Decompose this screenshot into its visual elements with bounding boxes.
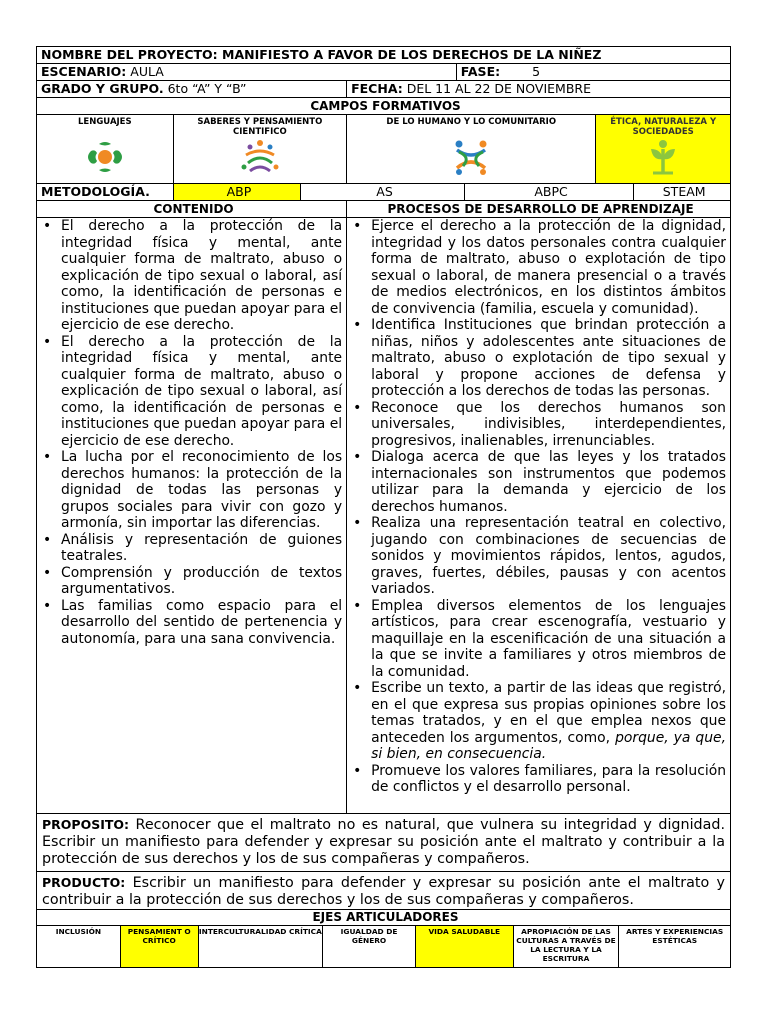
eje-interculturalidad: INTERCULTURALIDAD CRÍTICA — [199, 926, 324, 967]
contenido-item: • Comprensión y producción de textos argumentativos. — [41, 565, 342, 598]
procesos-column — [347, 218, 730, 813]
eje-vida-saludable: VIDA SALUDABLE — [416, 926, 514, 967]
proceso-item: • Reconoce que los derechos humanos son universales, indivisibles, interdependientes, progresivos, inalienables, irrenunciables. — [351, 400, 726, 450]
nexos-text: porque, ya que, si bien, en consecuencia. — [371, 729, 726, 762]
grado-row — [37, 81, 730, 98]
contenido-item: • El derecho a la protección de la integridad física y mental, ante cualquier forma de maltrato, abuso o explicación de tipo sexual o laboral, así como, la identificación de personas e instituciones que puedan apoyar para el ejercicio de ese derecho. — [41, 334, 342, 450]
lenguajes-icon — [37, 137, 173, 177]
eje-pensamiento-critico: PENSAMIENT O CRÍTICO — [121, 926, 199, 967]
contenido-item: • La lucha por el reconocimiento de los derechos humanos: la protección de la dignidad de todas las personas y grupos sociales para vivir con gozo y armonía, sin importar las diferencias. — [41, 449, 342, 532]
humano-icon — [347, 137, 595, 177]
proceso-item: • Dialoga acerca de que las leyes y los tratados internacionales son instrumentos que podemos utilizar para la demanda y ejercicio de los derechos humanos. — [351, 449, 726, 515]
proceso-item: • Ejerce el derecho a la protección de la dignidad, integridad y los datos personales contra cualquier forma de maltrato, abuso o explotación de tipo sexual o laboral, de manera presencial o a través de medios electrónicos, en los distintos ámbitos de convivencia (familia, escuela y comunidad). — [351, 218, 726, 317]
proceso-item: • Emplea diversos elementos de los lenguajes artísticos, para crear escenografía, vestuario y maquillaje en la escenificación de una situación a la que se invite a familiares y otros miembros de la comunidad. — [351, 598, 726, 681]
ejes-row — [37, 926, 730, 967]
campo-lenguajes-label: LENGUAJES — [77, 117, 132, 127]
fecha-value: DEL 11 AL 22 DE NOVIEMBRE — [406, 81, 591, 96]
proposito-text: Reconocer que el maltrato no es natural, que vulnera su integridad y dignidad. Escribir un manifiesto para defender y expresar su posición ante el maltrato y contribuir a la protección de sus derechos y los de sus compañeras y compañeros. — [42, 817, 726, 867]
eje-lectura-escritura: APROPIACIÓN DE LAS CULTURAS A TRAVÉS DE LA LECTURA Y LA ESCRITURA — [514, 926, 620, 967]
contenido-item: • Las familias como espacio para el desarrollo del sentido de pertenencia y autonomía, para una sana convivencia. — [41, 598, 342, 648]
proposito-label: PROPOSITO: — [42, 817, 130, 832]
escenario-cell — [37, 64, 457, 80]
proceso-item: • Identifica Instituciones que brindan protección a niñas, niños y adolescentes ante situaciones de maltrato, abuso o explotación de tipo sexual y laboral y propone acciones de defensa y protección a los derechos de todas las personas. — [351, 317, 726, 400]
eje-artes: ARTES Y EXPERIENCIAS ESTÉTICAS — [626, 927, 724, 945]
campo-etica-label: ÉTICA, NATURALEZA Y SOCIEDADES — [610, 117, 717, 137]
metodologia-abp: ABP — [174, 184, 302, 200]
proposito-row — [37, 814, 730, 872]
fase-value: 5 — [532, 64, 541, 79]
project-row — [37, 47, 730, 64]
main-content-row — [37, 218, 730, 814]
fase-cell — [457, 64, 730, 80]
metodologia-as: AS — [301, 184, 465, 200]
project-name: NOMBRE DEL PROYECTO: MANIFIESTO A FAVOR DE LOS DERECHOS DE LA NIÑEZ — [41, 47, 602, 62]
metodologia-steam: STEAM — [662, 184, 706, 199]
campos-row — [37, 115, 730, 184]
escenario-label: ESCENARIO: — [41, 64, 127, 79]
main-titles-row — [37, 201, 730, 218]
procesos-title: PROCESOS DE DESARROLLO DE APRENDIZAJE — [387, 202, 694, 216]
contenido-column — [37, 218, 347, 813]
producto-cell — [37, 872, 730, 909]
contenido-title: CONTENIDO — [37, 201, 347, 217]
campo-humano — [347, 115, 596, 183]
metodologia-label: METODOLOGÍA. — [37, 184, 174, 200]
proceso-item: • Realiza una representación teatral en colectivo, jugando con combinaciones de secuencias de sonidos y movimientos rápidos, lentos, agudos, graves, fuertes, débiles, pausas y con acentos variados. — [351, 515, 726, 598]
escenario-value: AULA — [130, 64, 164, 79]
contenido-list — [37, 218, 346, 647]
planning-sheet — [36, 46, 731, 968]
proposito-cell — [37, 814, 730, 871]
fase-label: FASE: — [460, 64, 501, 79]
etica-icon — [596, 137, 730, 177]
producto-text: Escribir un manifiesto para defender y expresar su posición ante el maltrato y contribuir a la protección de sus derechos y los de sus compañeras y compañeros. — [42, 875, 726, 908]
fecha-cell — [347, 81, 730, 97]
campo-humano-label: DE LO HUMANO Y LO COMUNITARIO — [386, 117, 557, 127]
contenido-item: • El derecho a la protección de la integridad física y mental, ante cualquier forma de maltrato, abuso o explicación de tipo sexual o laboral, así como, la identificación de personas e instituciones que puedan apoyar para el ejercicio de ese derecho. — [41, 218, 342, 334]
eje-inclusion: INCLUSIÓN — [37, 926, 121, 967]
escenario-row — [37, 64, 730, 81]
saberes-icon — [174, 137, 347, 177]
proceso-item-text: Escribe un texto, a partir de las ideas que registró, en el que expresa sus propias opiniones sobre los temas tratados, y en el que emplea nexos que anteceden los argumentos, como, — [371, 680, 726, 746]
campo-etica — [596, 115, 730, 183]
grado-cell — [37, 81, 347, 97]
contenido-item: • Análisis y representación de guiones teatrales. — [41, 532, 342, 565]
producto-row — [37, 872, 730, 910]
campos-title-row — [37, 98, 730, 115]
ejes-title-row — [37, 910, 730, 926]
campo-lenguajes — [37, 115, 174, 183]
ejes-title: EJES ARTICULADORES — [312, 910, 459, 924]
metodologia-row — [37, 184, 730, 201]
grado-label: GRADO Y GRUPO. — [41, 81, 164, 96]
procesos-list — [347, 218, 730, 796]
fecha-label: FECHA: — [351, 81, 403, 96]
proceso-item-texto — [351, 680, 726, 763]
campos-title: CAMPOS FORMATIVOS — [310, 99, 461, 113]
producto-label: PRODUCTO: — [42, 875, 126, 890]
grado-value: 6to “A” Y “B” — [167, 81, 247, 96]
metodologia-abpc: ABPC — [465, 184, 635, 200]
eje-igualdad-genero: IGUALDAD DE GÉNERO — [323, 926, 416, 967]
campo-saberes-label: SABERES Y PENSAMIENTO CIENTIFICO — [197, 117, 323, 137]
campo-saberes — [174, 115, 348, 183]
proceso-item: • Promueve los valores familiares, para la resolución de conflictos y el desarrollo personal. — [351, 763, 726, 796]
